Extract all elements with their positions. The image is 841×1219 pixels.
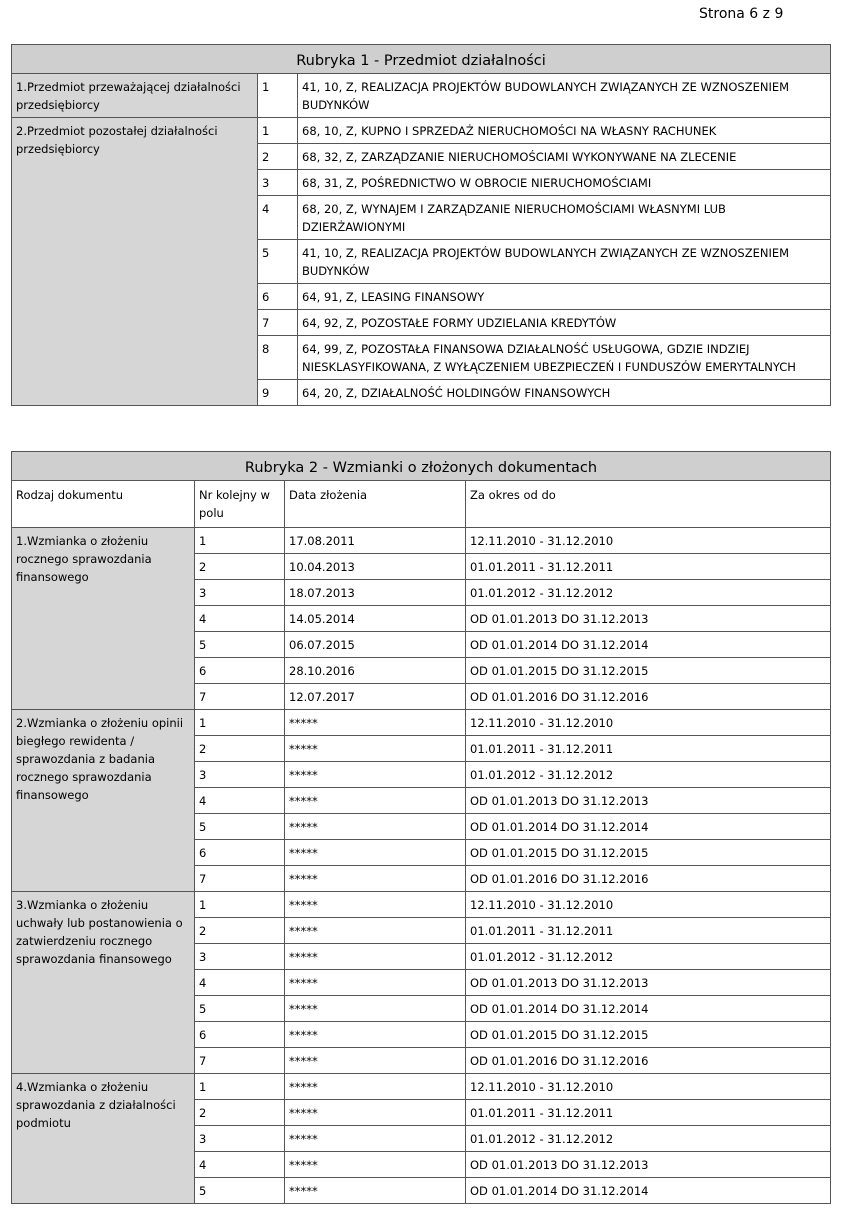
period-range: OD 01.01.2015 DO 31.12.2015 — [466, 1022, 831, 1048]
period-range: OD 01.01.2014 DO 31.12.2014 — [466, 1178, 831, 1204]
column-header: Rodzaj dokumentu — [12, 481, 195, 528]
period-range: OD 01.01.2015 DO 31.12.2015 — [466, 840, 831, 866]
item-number: 2 — [195, 1100, 285, 1126]
column-header: Za okres od do — [466, 481, 831, 528]
table-header-row — [12, 481, 831, 528]
filing-date: ***** — [285, 1022, 466, 1048]
item-number: 2 — [258, 144, 298, 170]
rubryka-2-title: Rubryka 2 - Wzmianki o złożonych dokumentach — [12, 452, 831, 481]
table-row — [12, 1074, 831, 1100]
item-number: 7 — [195, 1048, 285, 1074]
activity-description: 64, 20, Z, DZIAŁALNOŚĆ HOLDINGÓW FINANSOWYCH — [298, 380, 831, 406]
period-range: 01.01.2011 - 31.12.2011 — [466, 1100, 831, 1126]
item-number: 3 — [258, 170, 298, 196]
item-number: 3 — [195, 762, 285, 788]
rubryka-1-table — [11, 44, 831, 406]
period-range: 01.01.2012 - 31.12.2012 — [466, 762, 831, 788]
activity-description: 68, 32, Z, ZARZĄDZANIE NIERUCHOMOŚCIAMI WYKONYWANE NA ZLECENIE — [298, 144, 831, 170]
item-number: 6 — [195, 658, 285, 684]
column-header: Data złożenia — [285, 481, 466, 528]
filing-date: ***** — [285, 762, 466, 788]
filing-date: ***** — [285, 710, 466, 736]
filing-date: 14.05.2014 — [285, 606, 466, 632]
activity-description: 41, 10, Z, REALIZACJA PROJEKTÓW BUDOWLANYCH ZWIĄZANYCH ZE WZNOSZENIEM BUDYNKÓW — [298, 74, 831, 118]
period-range: 01.01.2012 - 31.12.2012 — [466, 944, 831, 970]
activity-description: 68, 31, Z, POŚREDNICTWO W OBROCIE NIERUCHOMOŚCIAMI — [298, 170, 831, 196]
filing-date: ***** — [285, 944, 466, 970]
period-range: 01.01.2011 - 31.12.2011 — [466, 736, 831, 762]
period-range: 01.01.2012 - 31.12.2012 — [466, 1126, 831, 1152]
period-range: 01.01.2011 - 31.12.2011 — [466, 918, 831, 944]
filing-date: ***** — [285, 1126, 466, 1152]
activity-category-label: 2.Przedmiot pozostałej działalności przedsiębiorcy — [12, 118, 258, 406]
document-type-label: 4.Wzmianka o złożeniu sprawozdania z działalności podmiotu — [12, 1074, 195, 1204]
filing-date: 18.07.2013 — [285, 580, 466, 606]
period-range: OD 01.01.2014 DO 31.12.2014 — [466, 632, 831, 658]
item-number: 6 — [195, 1022, 285, 1048]
filing-date: ***** — [285, 1074, 466, 1100]
filing-date: ***** — [285, 866, 466, 892]
filing-date: ***** — [285, 892, 466, 918]
item-number: 2 — [195, 736, 285, 762]
item-number: 5 — [195, 1178, 285, 1204]
period-range: OD 01.01.2016 DO 31.12.2016 — [466, 866, 831, 892]
item-number: 4 — [195, 788, 285, 814]
item-number: 8 — [258, 336, 298, 380]
activity-description: 64, 91, Z, LEASING FINANSOWY — [298, 284, 831, 310]
filing-date: ***** — [285, 736, 466, 762]
filing-date: 06.07.2015 — [285, 632, 466, 658]
item-number: 1 — [195, 710, 285, 736]
item-number: 3 — [195, 944, 285, 970]
period-range: OD 01.01.2013 DO 31.12.2013 — [466, 1152, 831, 1178]
period-range: 12.11.2010 - 31.12.2010 — [466, 710, 831, 736]
period-range: 01.01.2012 - 31.12.2012 — [466, 580, 831, 606]
period-range: 12.11.2010 - 31.12.2010 — [466, 1074, 831, 1100]
activity-description: 41, 10, Z, REALIZACJA PROJEKTÓW BUDOWLANYCH ZWIĄZANYCH ZE WZNOSZENIEM BUDYNKÓW — [298, 240, 831, 284]
item-number: 5 — [258, 240, 298, 284]
table-row — [12, 118, 831, 144]
item-number: 1 — [195, 892, 285, 918]
item-number: 5 — [195, 632, 285, 658]
rubryka-2-table — [11, 451, 831, 1204]
item-number: 4 — [258, 196, 298, 240]
activity-description: 68, 10, Z, KUPNO I SPRZEDAŻ NIERUCHOMOŚCI NA WŁASNY RACHUNEK — [298, 118, 831, 144]
period-range: OD 01.01.2013 DO 31.12.2013 — [466, 788, 831, 814]
item-number: 1 — [195, 528, 285, 554]
activity-description: 64, 92, Z, POZOSTAŁE FORMY UDZIELANIA KREDYTÓW — [298, 310, 831, 336]
document-type-label: 2.Wzmianka o złożeniu opinii biegłego rewidenta / sprawozdania z badania rocznego sprawozdania finansowego — [12, 710, 195, 892]
filing-date: ***** — [285, 918, 466, 944]
filing-date: ***** — [285, 814, 466, 840]
activity-description: 68, 20, Z, WYNAJEM I ZARZĄDZANIE NIERUCHOMOŚCIAMI WŁASNYMI LUB DZIERŻAWIONYMI — [298, 196, 831, 240]
rubryka-1-title: Rubryka 1 - Przedmiot działalności — [12, 45, 831, 74]
activity-category-label: 1.Przedmiot przeważającej działalności przedsiębiorcy — [12, 74, 258, 118]
item-number: 6 — [195, 840, 285, 866]
period-range: 12.11.2010 - 31.12.2010 — [466, 892, 831, 918]
period-range: OD 01.01.2014 DO 31.12.2014 — [466, 814, 831, 840]
filing-date: ***** — [285, 970, 466, 996]
period-range: 12.11.2010 - 31.12.2010 — [466, 528, 831, 554]
period-range: OD 01.01.2013 DO 31.12.2013 — [466, 970, 831, 996]
column-header: Nr kolejny w polu — [195, 481, 285, 528]
page-number: Strona 6 z 9 — [699, 6, 784, 22]
item-number: 3 — [195, 580, 285, 606]
item-number: 7 — [195, 684, 285, 710]
item-number: 3 — [195, 1126, 285, 1152]
period-range: OD 01.01.2013 DO 31.12.2013 — [466, 606, 831, 632]
table-row — [12, 710, 831, 736]
document-type-label: 3.Wzmianka o złożeniu uchwały lub postanowienia o zatwierdzeniu rocznego sprawozdania finansowego — [12, 892, 195, 1074]
period-range: OD 01.01.2015 DO 31.12.2015 — [466, 658, 831, 684]
filing-date: ***** — [285, 1100, 466, 1126]
filing-date: ***** — [285, 788, 466, 814]
item-number: 1 — [258, 118, 298, 144]
period-range: OD 01.01.2016 DO 31.12.2016 — [466, 684, 831, 710]
item-number: 5 — [195, 996, 285, 1022]
table-row — [12, 892, 831, 918]
item-number: 4 — [195, 1152, 285, 1178]
item-number: 1 — [258, 74, 298, 118]
item-number: 2 — [195, 918, 285, 944]
item-number: 9 — [258, 380, 298, 406]
filing-date: 28.10.2016 — [285, 658, 466, 684]
item-number: 4 — [195, 606, 285, 632]
period-range: OD 01.01.2016 DO 31.12.2016 — [466, 1048, 831, 1074]
period-range: OD 01.01.2014 DO 31.12.2014 — [466, 996, 831, 1022]
filing-date: ***** — [285, 1152, 466, 1178]
table-row — [12, 528, 831, 554]
document-type-label: 1.Wzmianka o złożeniu rocznego sprawozdania finansowego — [12, 528, 195, 710]
filing-date: ***** — [285, 996, 466, 1022]
item-number: 6 — [258, 284, 298, 310]
filing-date: 12.07.2017 — [285, 684, 466, 710]
filing-date: 17.08.2011 — [285, 528, 466, 554]
item-number: 7 — [258, 310, 298, 336]
item-number: 1 — [195, 1074, 285, 1100]
period-range: 01.01.2011 - 31.12.2011 — [466, 554, 831, 580]
filing-date: ***** — [285, 1048, 466, 1074]
filing-date: ***** — [285, 840, 466, 866]
item-number: 2 — [195, 554, 285, 580]
item-number: 5 — [195, 814, 285, 840]
activity-description: 64, 99, Z, POZOSTAŁA FINANSOWA DZIAŁALNOŚĆ USŁUGOWA, GDZIE INDZIEJ NIESKLASYFIKOWANA, Z WYŁĄCZENIEM UBEZPIECZEŃ I FUNDUSZÓW EMERYTALNYCH — [298, 336, 831, 380]
filing-date: 10.04.2013 — [285, 554, 466, 580]
item-number: 7 — [195, 866, 285, 892]
item-number: 4 — [195, 970, 285, 996]
table-row — [12, 74, 831, 118]
filing-date: ***** — [285, 1178, 466, 1204]
